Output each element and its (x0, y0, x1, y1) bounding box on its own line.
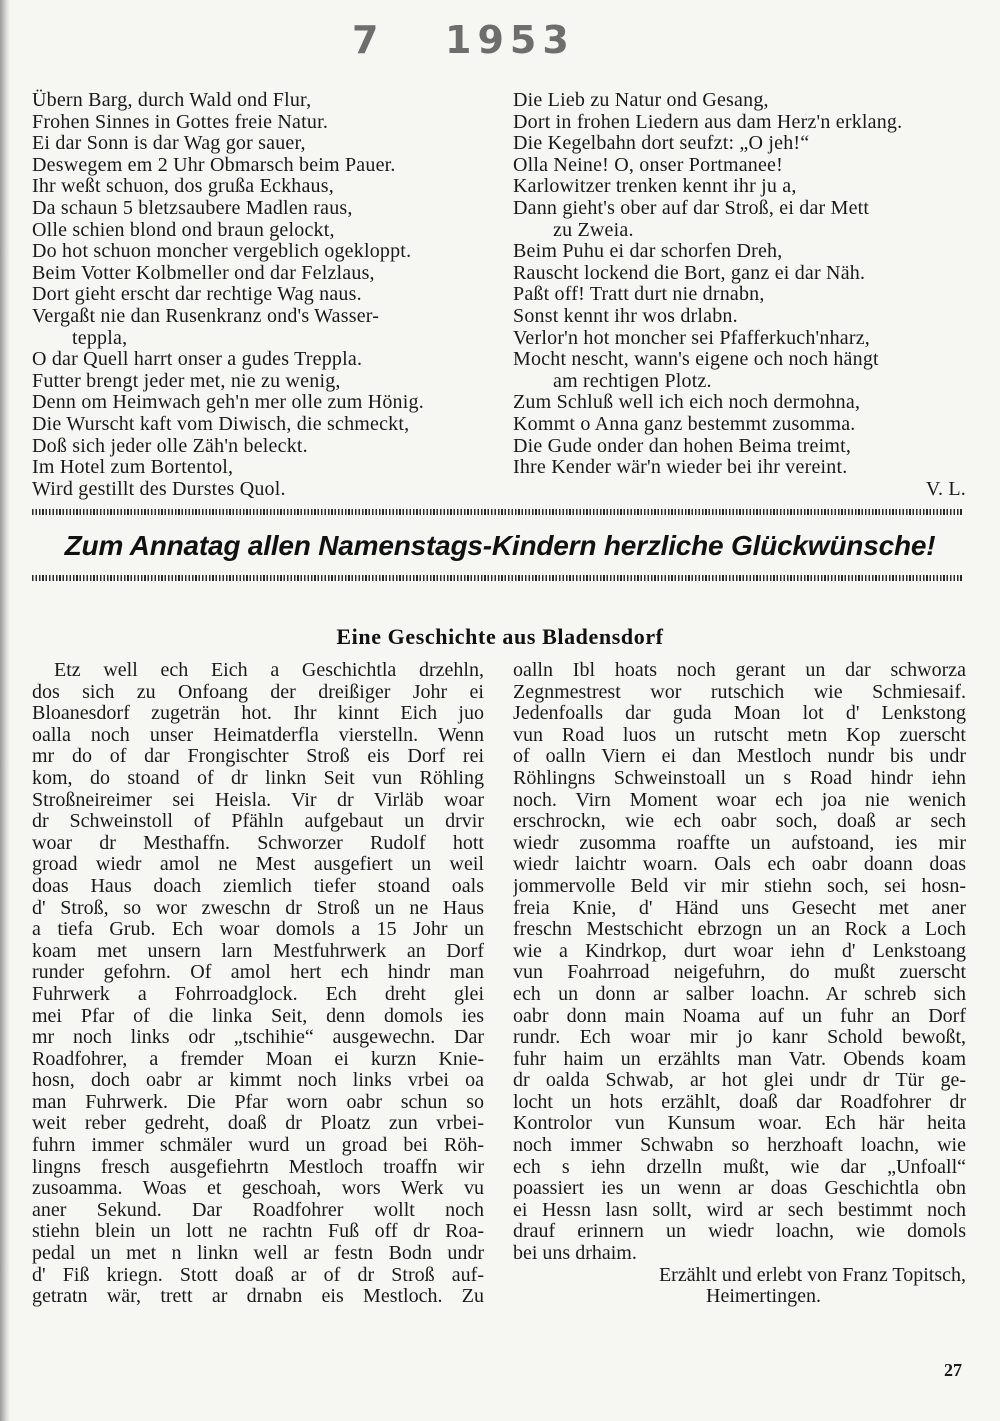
poem-line: Da schaun 5 bletzsaubere Madlen raus, (32, 196, 353, 219)
story-line: poassiert ies un wenn ar doas Geschichtla obn (513, 1178, 966, 1200)
story-line: man Fuhrwerk. Die Pfar worn oabr schun so (32, 1091, 484, 1113)
poem-line: Die Kegelbahn dort seufzt: „O jeh!“ (513, 132, 810, 155)
story-line: oalln Ibl hoats noch gerant un dar schworza (513, 660, 966, 681)
story-line: dr oalda Schwab, ar hot glei undr dr Tür ge- (513, 1070, 966, 1092)
story-line: erschrockn, wie ech oabr soch, doaß ar sech (513, 811, 966, 833)
poem-line: Sonst kennt ihr wos drlabn. (513, 304, 738, 327)
page-number: 27 (944, 1360, 962, 1380)
story-line: drauf erinnern un wiedr loachn, wie domols (513, 1221, 966, 1243)
ornamental-rule-bottom (32, 575, 962, 581)
story-line: mr noch links odr „tschihie“ ausgewechn. Dar (32, 1027, 484, 1049)
story-line: getratn wär, trett ar drnabn eis Mestloch. Zu (32, 1286, 484, 1308)
story-line: Röhlingns Schweinstoall un s Road hindr iehn (513, 767, 966, 789)
story-line: koam met unsern larn Mestfuhrwerk an Dorf (32, 940, 484, 962)
poem-line: Ihr weßt schuon, dos grußa Eckhaus, (32, 175, 334, 198)
scan-edge-shadow (0, 0, 10, 1421)
ornamental-rule-top (32, 509, 962, 515)
story-line: noch immer Schwabn so herzhoaft loachn, wie (513, 1135, 966, 1157)
poem-line: Mocht nescht, wann's eigene och noch hängt (513, 348, 879, 371)
story-line: rundr. Ech woar mir jo kanr Schold bewoßt, (513, 1027, 966, 1049)
story-line: Stroßneireimer sei Heisla. Vir dr Virläb woar (32, 789, 484, 811)
story-line: dos sich zu Onfoang der dreißiger Johr ei (32, 681, 484, 703)
story-line: hosn, doch oabr ar kimmt noch links vrbei oa (32, 1070, 484, 1092)
poem-line: Do hot schuon moncher vergeblich ogekloppt. (32, 240, 412, 263)
story-line: Jedenfoalls dar guda Moan lot d' Lenkstong (513, 703, 966, 725)
story-line: wiedr zusomma roaffte un aufstoand, ies mir (513, 832, 966, 854)
story-line: of oalln Viern ei dan Mestloch nundr bis undr (513, 746, 966, 768)
poem-line: zu Zweia. (553, 218, 634, 241)
poem-line: Olle schien blond ond braun gelockt, (32, 218, 335, 241)
story-line: freschn Mestschicht ebrzogn un an Rock a Loch (513, 919, 966, 941)
issue-header (0, 18, 1000, 68)
poem-line: Dann gieht's ober auf dar Stroß, ei dar Mett (513, 196, 870, 219)
story-line: oalla noch unser Heimatderfla vierstelln. Wenn (32, 724, 484, 746)
greeting-banner: Zum Annatag allen Namenstags-Kindern herzliche Glückwünsche! (64, 530, 936, 561)
story-line: aner Sekund. Dar Roadfohrer wollt noch (32, 1199, 484, 1221)
story-line: Etz well ech Eich a Geschichtla drzehln, (54, 660, 484, 681)
story-line: d' Fiß kriegn. Stott doaß ar of dr Stroß auf- (32, 1264, 484, 1286)
story-line: doas Haus doach ziemlich tiefer stoand oals (32, 875, 484, 897)
poem-line: Deswegem em 2 Uhr Obmarsch beim Pauer. (32, 153, 396, 176)
poem-line: Denn om Heimwach geh'n mer olle zum Hönig. (32, 391, 424, 414)
poem-line: Doß sich jeder olle Zäh'n beleckt. (32, 434, 308, 457)
poem-line: Olla Neine! O, onser Portmanee! (513, 153, 783, 176)
story-line: vun Road luos un rutscht metn Kop zuerscht (513, 724, 966, 746)
story-line: jommervolle Beld vir mir stiehn soch, sei hosn- (513, 875, 966, 897)
story-line: stiehn blein un lott ne rachtn Fuß off dr Roa- (32, 1221, 484, 1243)
story-line: kom, do stoand of dr linkn Seit vun Röhling (32, 767, 484, 789)
story-line: pedal un met n linkn well ar festn Bodn undr (32, 1243, 484, 1265)
story-line: fuhr haim un erzählts man Vatr. Obends koam (513, 1048, 966, 1070)
story-line: d' Stroß, so wor zweschn dr Stroß un ne Haus (32, 897, 484, 919)
poem-line: Frohen Sinnes in Gottes freie Natur. (32, 110, 329, 133)
poem-line: Zum Schluß well ich eich noch dermohna, (513, 391, 861, 414)
poem-line: Karlowitzer trenken kennt ihr ju a, (513, 175, 797, 198)
story-title: Eine Geschichte aus Bladensdorf (336, 624, 664, 649)
poem-signature: V. L. (925, 477, 966, 500)
story-line: Zegnmestrest wor rutschich wie Schmiesaif. (513, 681, 966, 703)
poem-line: Kommt o Anna ganz bestemmt zusomma. (513, 412, 856, 435)
poem-line: Die Wurscht kaft vom Diwisch, die schmeckt, (32, 412, 410, 435)
poem-line: Beim Votter Kolbmeller ond dar Felzlaus, (32, 261, 375, 284)
poem-line: Ei dar Sonn is dar Wag gor sauer, (32, 132, 306, 155)
poem-line: Ihre Kender wär'n wieder bei ihr vereint. (513, 456, 848, 479)
story-line: Fuhrwerk a Fohrroadglock. Ech dreht glei (32, 983, 484, 1005)
story-line: Bloanesdorf zugeträn hot. Ihr kinnt Eich juo (32, 703, 484, 725)
story-author-signature: Erzählt und erlebt von Franz Topitsch, (658, 1263, 966, 1286)
story-line: Roadfohrer, a fremder Moan ei kurzn Knie- (32, 1048, 484, 1070)
poem-line: Dort gieht erscht dar rechtige Wag naus. (32, 283, 362, 306)
issue-number: 7 (352, 18, 379, 62)
poem-line: Futter brengt jeder met, nie zu wenig, (32, 369, 341, 392)
story-line: wiedr laichtr woarn. Oals ech oabr doann doas (513, 854, 966, 876)
story-line: mei Pfar of die linka Seit, denn domols ies (32, 1005, 484, 1027)
poem-line: Paßt off! Tratt durt nie drnabn, (513, 283, 765, 306)
poem-line: Die Gude onder dan hohen Beima treimt, (513, 434, 852, 457)
story-line: vun Foahrroad neigefuhrn, do mußt zuerscht (513, 962, 966, 984)
poem-right-column (513, 90, 966, 500)
story-line: woar dr Mesthaffn. Schworzer Rudolf hott (32, 832, 484, 854)
poem-line: Rauscht lockend die Bort, ganz ei dar Näh. (513, 261, 866, 284)
poem-line: am rechtigen Plotz. (553, 369, 712, 392)
story-line: wie a Kindrkop, durt woar iehn d' Lenkstoang (513, 940, 966, 962)
story-line: Kontrolor vun Kunsum woar. Ech här heita (513, 1113, 966, 1135)
story-line: bei uns drhaim. (513, 1242, 637, 1265)
story-line: a tiefa Grub. Ech woar domols a 15 Johr un (32, 919, 484, 941)
story-right-column (513, 660, 966, 1308)
story-line: weit reber gedreht, doaß dr Ploatz zun vrbei- (32, 1113, 484, 1135)
poem-line: Verlor'n hot moncher sei Pfafferkuch'nharz, (513, 326, 870, 349)
story-line: noch. Virn Moment woar ech joa nie wenich (513, 789, 966, 811)
story-line: groad wiedr amol ne Mest ausgefiert un weil (32, 854, 484, 876)
poem-line: Im Hotel zum Bortentol, (32, 456, 234, 479)
poem-line: Vergaßt nie dan Rusenkranz ond's Wasser- (32, 304, 380, 327)
poem-line: Beim Puhu ei dar schorfen Dreh, (513, 240, 783, 263)
story-author-signature: Heimertingen. (706, 1285, 821, 1308)
poem-line: Dort in frohen Liedern aus dam Herz'n erklang. (513, 110, 903, 133)
poem-line: Die Lieb zu Natur ond Gesang, (513, 89, 769, 111)
story-line: freia Knie, d' Händ uns Gesecht met aner (513, 897, 966, 919)
story-line: ei Hessn lasn sollt, wird ar sech bestimmt noch (513, 1199, 966, 1221)
issue-year: 1953 (445, 18, 575, 62)
poem-line: teppla, (72, 326, 128, 349)
story-line: oabr donn main Noama auf un fuhr an Dorf (513, 1005, 966, 1027)
story-line: runder gefohrn. Of amol hert ech hindr man (32, 962, 484, 984)
story-line: dr Schweinstoll of Pfähln aufgebaut un drvir (32, 811, 484, 833)
poem-line: Übern Barg, durch Wald ond Flur, (32, 89, 312, 111)
story-line: zusoamma. Woas et geschoah, wors Werk vu (32, 1178, 484, 1200)
story-line: mr do of dar Frongischter Stroß eis Dorf rei (32, 746, 484, 768)
poem-line: Wird gestillt des Durstes Quol. (32, 477, 286, 500)
story-line: locht un hots erzählt, doaß dar Roadfohrer dr (513, 1091, 966, 1113)
poem-left-column (32, 90, 484, 500)
poem-line: O dar Quell harrt onser a gudes Treppla. (32, 348, 363, 371)
story-line: ech un donn ar salber loachn. Ar schreb sich (513, 983, 966, 1005)
story-line: ech s iehn drzelln mußt, wie dar „Unfoall“ (513, 1156, 966, 1178)
story-line: lingns fresch ausgefiehrtn Mestloch troaffn wir (32, 1156, 484, 1178)
story-line: fuhrn immer schmäler wurd un groad bei Röh- (32, 1135, 484, 1157)
story-left-column (32, 660, 484, 1308)
